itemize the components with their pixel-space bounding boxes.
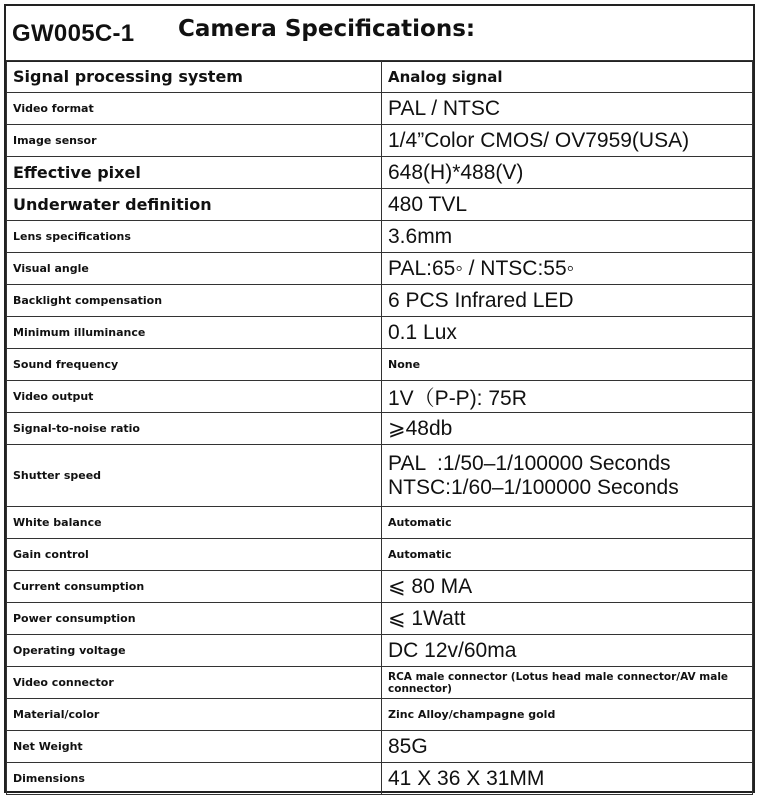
spec-value: Analog signal bbox=[382, 61, 753, 93]
table-row bbox=[7, 61, 753, 93]
spec-value: 85G bbox=[382, 731, 753, 763]
table-row bbox=[7, 189, 753, 221]
spec-sheet bbox=[4, 4, 755, 793]
spec-value: 1/4”Color CMOS/ OV7959(USA) bbox=[382, 125, 753, 157]
spec-label: Dimensions bbox=[7, 763, 382, 795]
spec-label: Backlight compensation bbox=[7, 285, 382, 317]
spec-value: 41 X 36 X 31MM bbox=[382, 763, 753, 795]
spec-label: Signal processing system bbox=[7, 61, 382, 93]
spec-value: Zinc Alloy/champagne gold bbox=[382, 699, 753, 731]
spec-value: None bbox=[382, 349, 753, 381]
model-number: GW005C-1 bbox=[12, 20, 135, 47]
spec-label: White balance bbox=[7, 507, 382, 539]
spec-value-line: PAL :1/50–1/100000 Seconds bbox=[388, 451, 671, 475]
sheet-header bbox=[6, 6, 753, 62]
table-row bbox=[7, 603, 753, 635]
table-row bbox=[7, 635, 753, 667]
table-row bbox=[7, 285, 753, 317]
spec-label: Lens specifications bbox=[7, 221, 382, 253]
spec-value: ⩾48db bbox=[382, 413, 753, 445]
table-row bbox=[7, 317, 753, 349]
table-row bbox=[7, 445, 753, 507]
spec-label: Sound frequency bbox=[7, 349, 382, 381]
table-row bbox=[7, 667, 753, 699]
table-row bbox=[7, 157, 753, 189]
table-row bbox=[7, 699, 753, 731]
spec-value: RCA male connector (Lotus head male connector/AV male connector) bbox=[382, 667, 753, 699]
sheet-title: Camera Specifications: bbox=[178, 16, 476, 42]
spec-label: Power consumption bbox=[7, 603, 382, 635]
spec-value: 648(H)*488(V) bbox=[382, 157, 753, 189]
table-row bbox=[7, 571, 753, 603]
spec-label: Shutter speed bbox=[7, 445, 382, 507]
spec-value-line: NTSC:1/60–1/100000 Seconds bbox=[388, 475, 679, 499]
spec-label: Effective pixel bbox=[7, 157, 382, 189]
spec-label: Net Weight bbox=[7, 731, 382, 763]
spec-label: Minimum illuminance bbox=[7, 317, 382, 349]
spec-value bbox=[382, 445, 753, 507]
table-row bbox=[7, 763, 753, 795]
spec-label: Visual angle bbox=[7, 253, 382, 285]
spec-value: 6 PCS Infrared LED bbox=[382, 285, 753, 317]
table-row bbox=[7, 539, 753, 571]
spec-label: Video format bbox=[7, 93, 382, 125]
table-row bbox=[7, 381, 753, 413]
spec-value: 1V（P-P): 75R bbox=[382, 381, 753, 413]
table-row bbox=[7, 253, 753, 285]
table-row bbox=[7, 507, 753, 539]
table-row bbox=[7, 349, 753, 381]
spec-label: Video output bbox=[7, 381, 382, 413]
table-row bbox=[7, 93, 753, 125]
spec-value: 480 TVL bbox=[382, 189, 753, 221]
spec-label: Image sensor bbox=[7, 125, 382, 157]
specifications-table bbox=[6, 60, 753, 795]
spec-value: 0.1 Lux bbox=[382, 317, 753, 349]
spec-value: DC 12v/60ma bbox=[382, 635, 753, 667]
spec-label: Current consumption bbox=[7, 571, 382, 603]
spec-value: PAL / NTSC bbox=[382, 93, 753, 125]
spec-label: Signal-to-noise ratio bbox=[7, 413, 382, 445]
spec-label: Underwater definition bbox=[7, 189, 382, 221]
spec-label: Operating voltage bbox=[7, 635, 382, 667]
table-row bbox=[7, 731, 753, 763]
spec-value: Automatic bbox=[382, 507, 753, 539]
table-row bbox=[7, 125, 753, 157]
table-row bbox=[7, 221, 753, 253]
spec-value: PAL:65◦ / NTSC:55◦ bbox=[382, 253, 753, 285]
spec-label: Gain control bbox=[7, 539, 382, 571]
spec-label: Material/color bbox=[7, 699, 382, 731]
spec-value: Automatic bbox=[382, 539, 753, 571]
spec-value: ⩽ 80 MA bbox=[382, 571, 753, 603]
spec-value: 3.6mm bbox=[382, 221, 753, 253]
table-row bbox=[7, 413, 753, 445]
spec-value: ⩽ 1Watt bbox=[382, 603, 753, 635]
spec-label: Video connector bbox=[7, 667, 382, 699]
